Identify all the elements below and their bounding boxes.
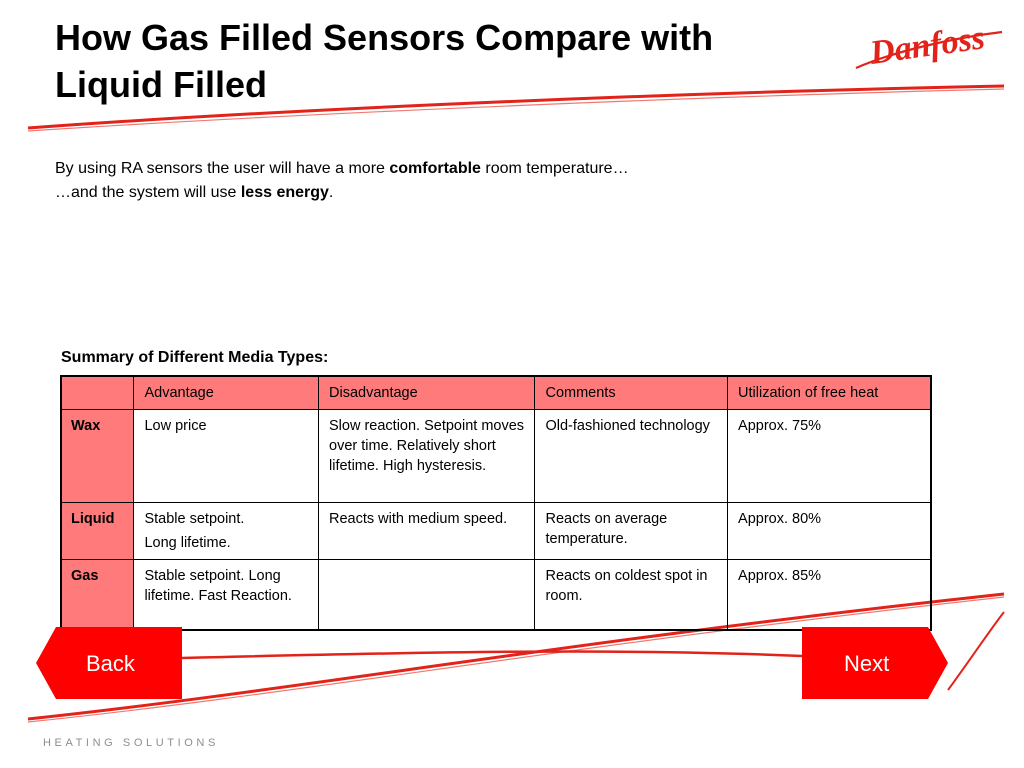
header-advantage: Advantage — [134, 376, 319, 410]
row-label-wax: Wax — [61, 410, 134, 503]
intro-line-2-suffix: . — [328, 184, 334, 201]
title-line-1: How Gas Filled Sensors Compare with — [55, 17, 714, 58]
row-label-liquid: Liquid — [61, 503, 134, 560]
svg-text:Danfoss: Danfoss — [867, 19, 988, 72]
title-line-2: Liquid Filled — [55, 64, 267, 105]
next-button[interactable] — [802, 627, 948, 699]
row-label-gas: Gas — [61, 560, 134, 631]
cell-utilization: Approx. 85% — [728, 560, 931, 631]
cell-disadvantage: Reacts with medium speed. — [319, 503, 535, 560]
intro-line-1-prefix: By using RA sensors the user will have a more — [55, 160, 390, 177]
intro-text — [55, 157, 815, 205]
danfoss-logo-mark — [852, 16, 1004, 78]
cell-comments: Old-fashioned technology — [535, 410, 728, 503]
table-row — [61, 410, 931, 503]
intro-emphasis-comfortable: comfortable — [389, 160, 481, 177]
table-row — [61, 503, 931, 560]
back-button[interactable] — [36, 627, 182, 699]
cell-advantage-line-2: Long lifetime. — [144, 535, 231, 551]
cell-comments: Reacts on average temperature. — [535, 503, 728, 560]
header-corner-cell — [61, 376, 134, 410]
header-disadvantage: Disadvantage — [319, 376, 535, 410]
header-utilization: Utilization of free heat — [728, 376, 931, 410]
intro-line-2-prefix: …and the system will use — [55, 184, 241, 201]
intro-emphasis-less-energy: less energy — [240, 184, 329, 201]
page-title — [55, 14, 815, 108]
cell-disadvantage: Slow reaction. Setpoint moves over time. Relatively short lifetime. High hysteresis. — [319, 410, 535, 503]
next-button-label: Next — [844, 651, 890, 676]
header-comments: Comments — [535, 376, 728, 410]
table-header-row — [61, 376, 931, 410]
cell-advantage-line-1: Stable setpoint. — [144, 511, 245, 527]
cell-advantage: Stable setpoint. Long lifetime. Fast Reaction. — [134, 560, 319, 631]
footer-tagline: HEATING SOLUTIONS — [43, 737, 219, 749]
media-types-table — [60, 375, 932, 631]
danfoss-logo — [852, 16, 1004, 78]
intro-line-1-suffix: room temperature… — [480, 160, 629, 177]
cell-advantage: Low price — [134, 410, 319, 503]
intro-line-2 — [55, 181, 815, 205]
summary-heading: Summary of Different Media Types: — [61, 349, 329, 366]
table-row — [61, 560, 931, 631]
cell-utilization: Approx. 75% — [728, 410, 931, 503]
intro-line-1 — [55, 157, 815, 181]
back-button-label: Back — [86, 651, 135, 676]
cell-disadvantage — [319, 560, 535, 631]
cell-comments: Reacts on coldest spot in room. — [535, 560, 728, 631]
cell-utilization: Approx. 80% — [728, 503, 931, 560]
cell-advantage — [134, 503, 319, 560]
